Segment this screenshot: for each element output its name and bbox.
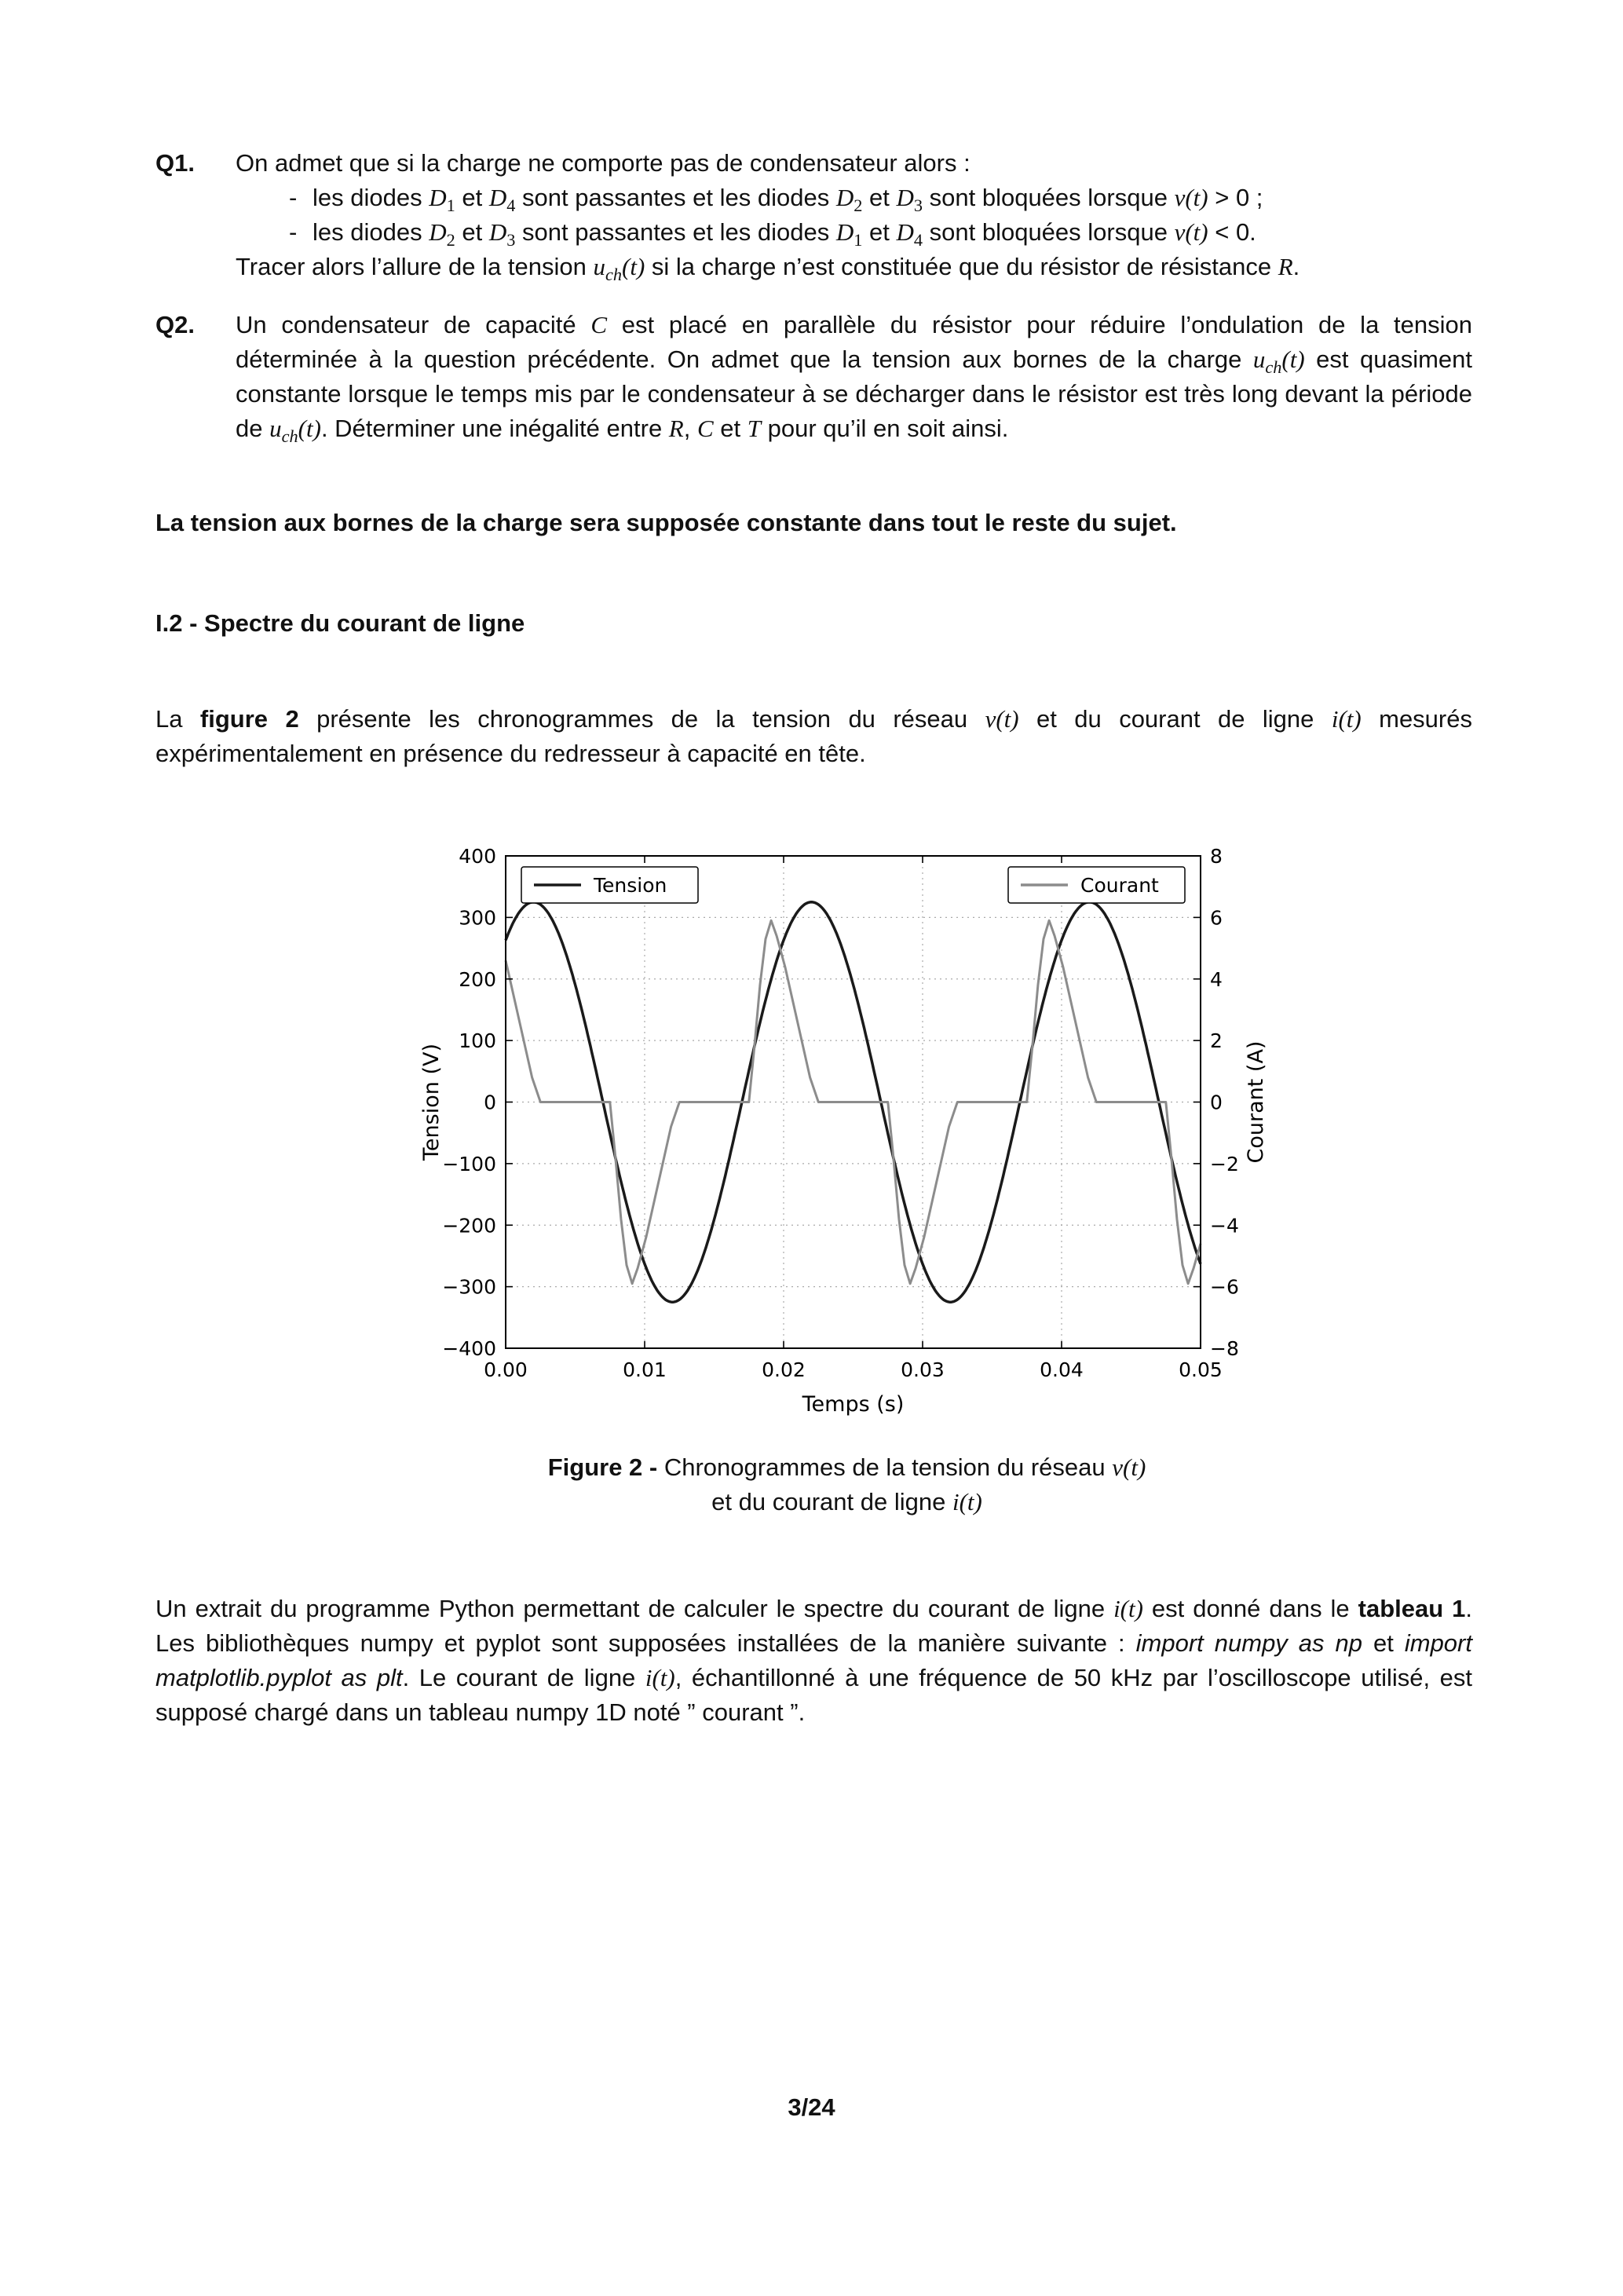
svg-text:2: 2 <box>1209 1029 1223 1053</box>
svg-text:Tension: Tension <box>593 874 667 897</box>
question-q1-body <box>236 146 1472 284</box>
svg-text:0.05: 0.05 <box>1178 1358 1223 1381</box>
q1-bullet-1 <box>236 181 1472 215</box>
svg-text:0.01: 0.01 <box>622 1358 667 1381</box>
figure-caption-line1: Figure 2 - Chronogrammes de la tension du réseau v(t) <box>547 1453 1146 1481</box>
bullet-text: les diodes $D_1$ et $D_4$ sont passantes et les diodes $D_2$ et $D_3$ sont bloquées lorsque v(t) > 0 ; <box>313 184 1263 216</box>
q1-intro-text: On admet que si la charge ne comporte pas de condensateur alors : <box>236 149 971 177</box>
svg-text:4: 4 <box>1209 967 1223 991</box>
svg-text:6: 6 <box>1209 906 1223 930</box>
question-q2-body <box>236 308 1472 446</box>
q2-body-text: Un condensateur de capacité C est placé en parallèle du résistor pour réduire l’ondulation de la tension déterminée à la question précédente. On admet que la tension aux bornes de la charge $u_{ch}(t)$ est quasiment constante lorsque le temps mis par le condensateur à se décharger dans le résistor est très long devant la période de $u_{ch}(t)$. Déterminer une inégalité entre R, C et T pour qu’il en soit ainsi. <box>236 311 1472 447</box>
python-paragraph: Un extrait du programme Python permettant de calculer le spectre du courant de ligne i(t) est donné dans le tableau 1. Les bibliothèques numpy et pyplot sont supposées installées de la manière suivante : import numpy as np et import matplotlib.pyplot as plt. Le courant de ligne i(t), échantillonné à une fréquence de 50 kHz par l’oscilloscope utilisé, est supposé chargé dans un tableau numpy 1D noté ” courant ”. <box>155 1595 1472 1726</box>
figure-caption-line2: et du courant de ligne i(t) <box>711 1488 982 1515</box>
figure-caption <box>404 1450 1291 1519</box>
question-q1 <box>155 146 1472 284</box>
svg-text:Courant (A): Courant (A) <box>1243 1040 1268 1164</box>
svg-text:Temps (s): Temps (s) <box>802 1392 904 1417</box>
svg-text:8: 8 <box>1209 845 1223 868</box>
bullet-dash: - <box>289 184 298 211</box>
q1-outro-text: Tracer alors l’allure de la tension $u_{ch}(t)$ si la charge n’est constituée que du résistor de résistance R. <box>236 253 1300 285</box>
assumption-note: La tension aux bornes de la charge sera supposée constante dans tout le reste du sujet. <box>155 509 1177 536</box>
svg-text:400: 400 <box>458 845 496 868</box>
svg-text:−200: −200 <box>441 1214 496 1238</box>
figure-2 <box>404 843 1291 1519</box>
svg-text:0.02: 0.02 <box>761 1358 806 1381</box>
section-heading: I.2 - Spectre du courant de ligne <box>155 609 525 637</box>
svg-text:100: 100 <box>458 1029 496 1053</box>
page-number: 3/24 <box>788 2093 835 2121</box>
bullet-dash: - <box>289 218 298 246</box>
q1-bullet-2 <box>236 215 1472 250</box>
question-q1-label: Q1. <box>155 149 195 177</box>
svg-text:−100: −100 <box>441 1152 496 1175</box>
figure2-chart <box>404 843 1291 1420</box>
svg-text:0.00: 0.00 <box>483 1358 528 1381</box>
svg-text:0.03: 0.03 <box>900 1358 945 1381</box>
svg-text:−300: −300 <box>441 1275 496 1299</box>
bullet-text: les diodes $D_2$ et $D_3$ sont passantes et les diodes $D_1$ et $D_4$ sont bloquées lorsque v(t) < 0. <box>313 218 1256 250</box>
svg-text:200: 200 <box>458 967 496 991</box>
svg-text:Courant: Courant <box>1080 874 1159 897</box>
figure-intro-paragraph: La figure 2 présente les chronogrammes de la tension du réseau v(t) et du courant de ligne i(t) mesurés expérimentalement en présence du redresseur à capacité en tête. <box>155 705 1472 767</box>
svg-text:−6: −6 <box>1209 1275 1239 1299</box>
svg-text:−8: −8 <box>1209 1337 1239 1360</box>
svg-text:−4: −4 <box>1209 1214 1239 1238</box>
svg-text:Tension (V): Tension (V) <box>419 1044 444 1161</box>
svg-text:300: 300 <box>458 906 496 930</box>
svg-text:0: 0 <box>1209 1091 1223 1114</box>
svg-text:−400: −400 <box>441 1337 496 1360</box>
svg-text:0.04: 0.04 <box>1039 1358 1084 1381</box>
svg-text:−2: −2 <box>1209 1152 1239 1175</box>
svg-text:0: 0 <box>483 1091 496 1114</box>
question-q2 <box>155 308 1472 446</box>
question-q2-label: Q2. <box>155 311 195 338</box>
